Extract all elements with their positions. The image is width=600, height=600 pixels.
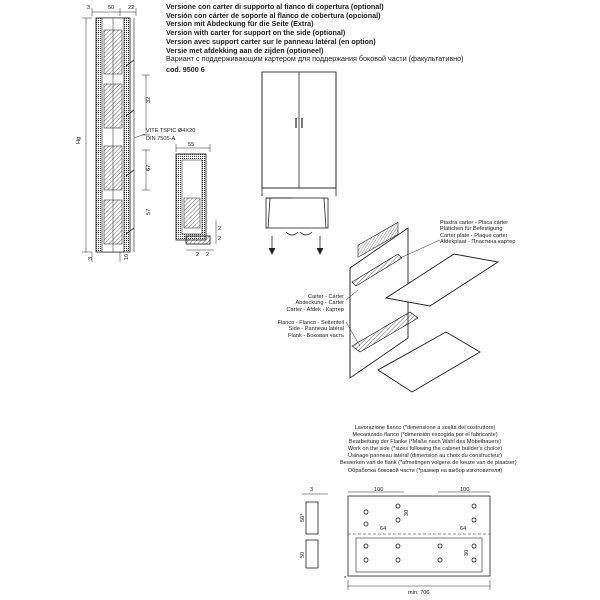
carter-label-1: Carter - Cárter — [307, 294, 344, 300]
processing-caption — [340, 425, 517, 475]
processing-line-it: Lavorazione fianco (*dimensione a scelta del costruttore) — [354, 425, 496, 431]
iso-cabinet — [346, 222, 498, 392]
side-label-1: Fianco - Flanco - Seitenteil — [277, 320, 344, 326]
drilling-template — [302, 492, 490, 590]
title-line-it: Versione con carter di supporto al fianco di copertura (optional) — [166, 2, 384, 11]
side-label-3: Flank - Боковая часть — [288, 332, 344, 339]
dim-2a: 2 — [196, 252, 200, 258]
dim-bottom-3: 3 — [88, 256, 94, 260]
drill-dim-64b: 64 — [460, 526, 467, 532]
plate-label-2: Plättchen für Befestigung — [440, 226, 503, 233]
drill-dim-64a: 64 — [380, 526, 387, 532]
processing-line-nl: Bewerken van de flank (*afmetingen volgens de keuze van de plaatser) — [340, 460, 517, 467]
dim-top-3: 3 — [87, 5, 91, 11]
title-line-nl: Versie met afdekking aan de zijden (optioneel) — [166, 45, 324, 55]
drill-dim-min: min. 706 — [408, 590, 430, 596]
processing-line-de: Bearbeitung der Flanke (*Maße nach Wahl des Möbelbauers) — [348, 439, 502, 446]
title-line-es: Versión con cárter de soporte al flanco de cobertura (opcional) — [166, 10, 381, 20]
dim-32: 32 — [146, 96, 152, 103]
dim-top-22: 22 — [128, 5, 135, 11]
drill-dim-30b: 30 — [464, 549, 470, 556]
screw-label-2: DIN 7505-A — [146, 136, 176, 142]
side-labels — [256, 320, 344, 339]
dim-2c: 2 — [218, 226, 222, 232]
side-elevation — [82, 8, 150, 262]
drill-dim-50-star: 50* — [300, 513, 306, 522]
wardrobe-front — [262, 72, 336, 254]
processing-line-en: Work on the side (*sizes following the cabinet builder's choice) — [347, 446, 503, 453]
screw-label-1: VITE TSPIC Ø4X20 — [146, 128, 196, 134]
plate-label-3: Carter plate - Plaque carter — [440, 232, 508, 239]
dim-top-50: 50 — [108, 5, 115, 11]
dim-2d: 2 — [218, 236, 222, 242]
carter-label-3: Carter - Afdek - Картер — [286, 306, 344, 313]
carter-label-2: Abdeckung - Carter — [295, 300, 344, 307]
processing-line-ru: Обработка боковой части (*размер на выбор изготовителя) — [347, 467, 503, 474]
side-label-2: Side - Panneau latéral — [288, 326, 344, 333]
dim-55: 55 — [188, 142, 195, 148]
processing-line-fr: Usinage panneau latéral (dimension au choix du constructeur) — [348, 453, 502, 460]
plate-label-4: Afdekplaat - Пластина картер — [440, 239, 516, 246]
plate-labels — [440, 220, 515, 246]
dim-hg: Hg — [76, 136, 82, 144]
plate-label-1: Piastra carter - Placa cárter — [440, 220, 509, 226]
drill-dim-100b: 100 — [460, 487, 470, 493]
processing-line-es: Mecanizado flanco (*dimensión escogida por el fabricante) — [352, 432, 498, 439]
title-line-fr: Version avec support carter sur le panneau latéral (en option) — [166, 36, 376, 46]
title-line-en: Version with carter for support on the side (optional) — [166, 28, 346, 38]
title-line-de: Version mit Abdeckung für die Seite (Extra) — [166, 19, 314, 29]
dim-67: 67 — [146, 164, 152, 171]
title-line-ru: Вариант с поддерживающим картером для поддержания боковой части (факультативно) — [166, 54, 464, 64]
product-code: cod. 9500 6 — [166, 64, 205, 74]
carter-labels — [262, 294, 344, 313]
drill-star: * — [344, 576, 347, 582]
drill-dim-50: 50 — [300, 551, 306, 558]
dim-2b: 2 — [206, 252, 210, 258]
drill-dim-3: 3 — [310, 487, 314, 493]
dim-bottom-10: 10 — [124, 253, 130, 260]
drill-dim-30a: 30 — [404, 509, 410, 516]
drill-dim-100a: 100 — [374, 487, 384, 493]
dim-57: 57 — [146, 208, 152, 215]
section-detail — [176, 144, 216, 250]
